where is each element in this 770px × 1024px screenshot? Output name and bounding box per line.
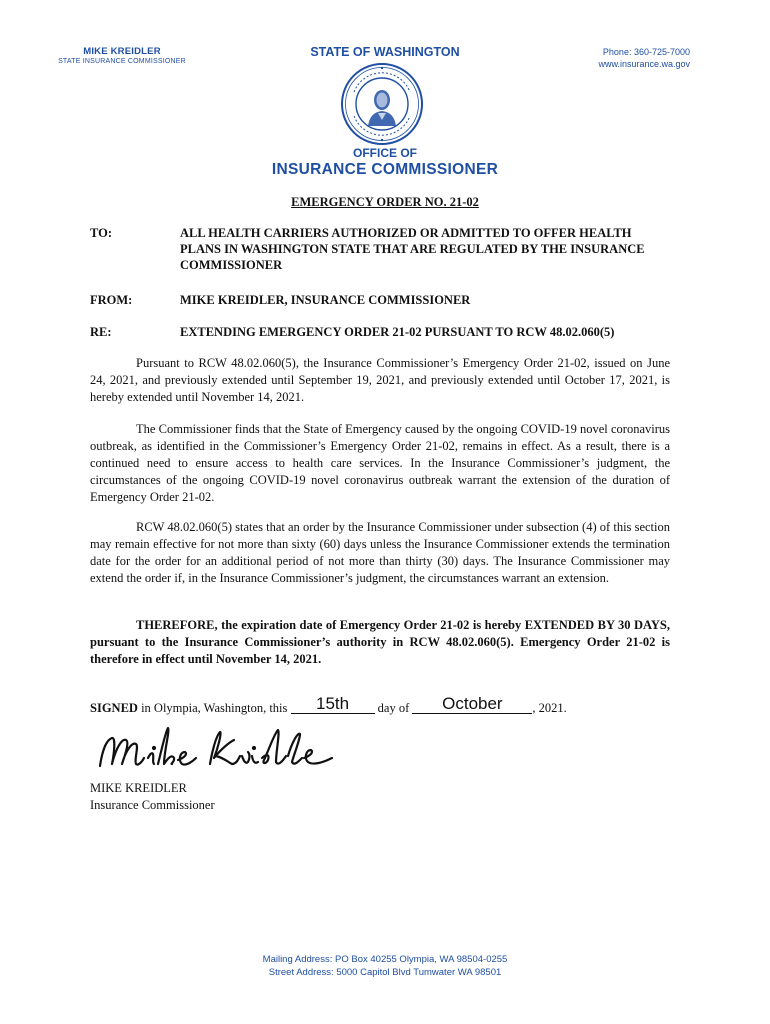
signed-text-2: day of [374, 701, 413, 715]
re-value: EXTENDING EMERGENCY ORDER 21-02 PURSUANT TO RCW 48.02.060(5) [180, 325, 615, 339]
signed-text-1: in Olympia, Washington, this [137, 701, 291, 715]
month-blank [412, 694, 532, 714]
to-value: ALL HEALTH CARRIERS AUTHORIZED OR ADMITTED TO OFFER HEALTH PLANS IN WASHINGTON STATE THAT ARE REGULATED BY THE INSURANCE COMMISSIONER [180, 226, 645, 272]
signed-text-3: , 2021. [532, 701, 567, 715]
washington-state-seal-icon [340, 62, 424, 146]
street-address: Street Address: 5000 Capitol Blvd Tumwater WA 98501 [268, 967, 502, 978]
day-value: 15th [315, 694, 350, 713]
signed-line [90, 694, 690, 718]
month-value: October [442, 694, 503, 713]
signatory-block [90, 780, 215, 814]
order-number: EMERGENCY ORDER NO. 21-02 [291, 195, 479, 209]
paragraph-therefore: THEREFORE, the expiration date of Emergency Order 21-02 is hereby EXTENDED BY 30 DAYS, pursuant to the Insurance Commissioner’s authority in RCW 48.02.060(5). Emergency Order 21-02 is therefore in effect until November 14, 2021. [90, 618, 670, 666]
signatory-name: MIKE KREIDLER [90, 781, 187, 795]
paragraph-findings: The Commissioner finds that the State of Emergency caused by the ongoing COVID-19 novel coronavirus outbreak, as identified in the Commissioner’s Emergency Order 21-02, remains in effect. As a result, there is a continued need to ensure access to health care services. In the Insurance Commissioner’s judgment, the circumstances of the ongoing COVID-19 novel coronavirus outbreak warrant the extension of the duration of Emergency Order 21-02. [90, 422, 670, 504]
signed-word: SIGNED [90, 701, 138, 715]
office-heading [0, 146, 770, 179]
handwritten-signature [92, 718, 337, 778]
paragraph-statute: RCW 48.02.060(5) states that an order by the Insurance Commissioner under subsection (4) of this section may remain effective for not more than sixty (60) days unless the Insurance Commissioner extends the termination date for the order for an additional period of not more than thirty (30) days. The Insurance Commissioner may extend the order if, in the Insurance Commissioner’s judgment, the circumstances warrant an extension. [90, 520, 670, 585]
re-label: RE: [90, 325, 112, 339]
commissioner-name: MIKE KREIDLER [83, 46, 161, 57]
day-blank [291, 694, 375, 714]
office-name: INSURANCE COMMISSIONER [271, 161, 499, 178]
contact-header [598, 46, 690, 70]
website-link: www.insurance.wa.gov [598, 59, 690, 69]
to-label: TO: [90, 226, 112, 240]
phone-number: Phone: 360-725-7000 [602, 47, 690, 57]
from-label: FROM: [90, 293, 133, 307]
state-title: STATE OF WASHINGTON [310, 45, 460, 59]
address-footer [0, 953, 770, 979]
office-of-label: OFFICE OF [353, 146, 417, 160]
paragraph-extension: Pursuant to RCW 48.02.060(5), the Insurance Commissioner’s Emergency Order 21-02, issued on June 24, 2021, and previously extended until September 19, 2021, and previously extended until October 17, 2021, is hereby extended until November 14, 2021. [90, 356, 670, 404]
from-value: MIKE KREIDLER, INSURANCE COMMISSIONER [180, 293, 471, 307]
commissioner-title: STATE INSURANCE COMMISSIONER [58, 58, 186, 65]
mailing-address: Mailing Address: PO Box 40255 Olympia, WA 98504-0255 [262, 954, 508, 965]
signatory-title: Insurance Commissioner [90, 798, 215, 812]
